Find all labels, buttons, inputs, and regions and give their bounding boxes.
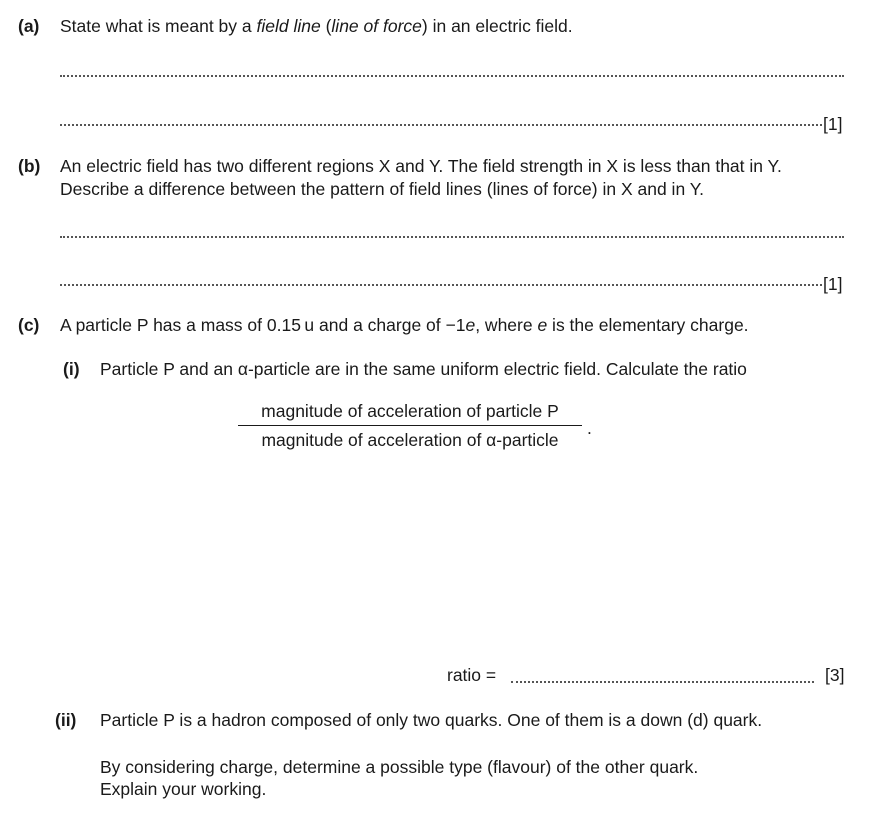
- part-b-marks: [1]: [823, 274, 843, 294]
- part-b-line1: An electric field has two different regions X and Y. The field strength in X is less than that in Y.: [60, 156, 782, 176]
- fraction-denominator: magnitude of acceleration of α-particle: [261, 430, 559, 450]
- part-c-ii-question: Particle P is a hadron composed of only two quarks. One of them is a down (d) quark.: [100, 710, 763, 730]
- part-a-label: (a): [18, 16, 40, 36]
- part-c-ii-line1: By considering charge, determine a possible type (flavour) of the other quark.: [100, 757, 699, 777]
- answer-line-a1[interactable]: [60, 75, 844, 77]
- part-c-i-marks: [3]: [825, 665, 845, 685]
- ratio-fraction: [238, 400, 582, 452]
- part-a-marks: [1]: [823, 114, 843, 134]
- answer-line-b1[interactable]: [60, 236, 844, 238]
- part-c-ii-label: (ii): [55, 710, 77, 730]
- fraction-numerator: magnitude of acceleration of particle P: [261, 401, 559, 421]
- answer-line-a2[interactable]: [60, 124, 822, 126]
- term-field-line: field line: [256, 16, 321, 36]
- part-c-label: (c): [18, 315, 40, 335]
- ratio-answer-line[interactable]: [511, 681, 814, 683]
- fraction-bar: [238, 425, 582, 426]
- part-c-ii-line2: Explain your working.: [100, 779, 267, 799]
- part-b-label: (b): [18, 156, 41, 176]
- part-b-line2: Describe a difference between the pattern of field lines (lines of force) in X and in Y.: [60, 179, 704, 199]
- ratio-answer-label: ratio =: [447, 665, 497, 685]
- answer-line-b2[interactable]: [60, 284, 822, 286]
- fraction-period: .: [587, 418, 592, 438]
- part-c-i-question: Particle P and an α-particle are in the same uniform electric field. Calculate the ratio: [100, 359, 747, 379]
- part-c-i-label: (i): [63, 359, 80, 379]
- part-c-question: A particle P has a mass of 0.15 u and a charge of −1e, where e is the elementary charge.: [60, 315, 749, 335]
- part-a-question: State what is meant by a field line (line of force) in an electric field.: [60, 16, 573, 36]
- term-line-of-force: line of force: [331, 16, 422, 36]
